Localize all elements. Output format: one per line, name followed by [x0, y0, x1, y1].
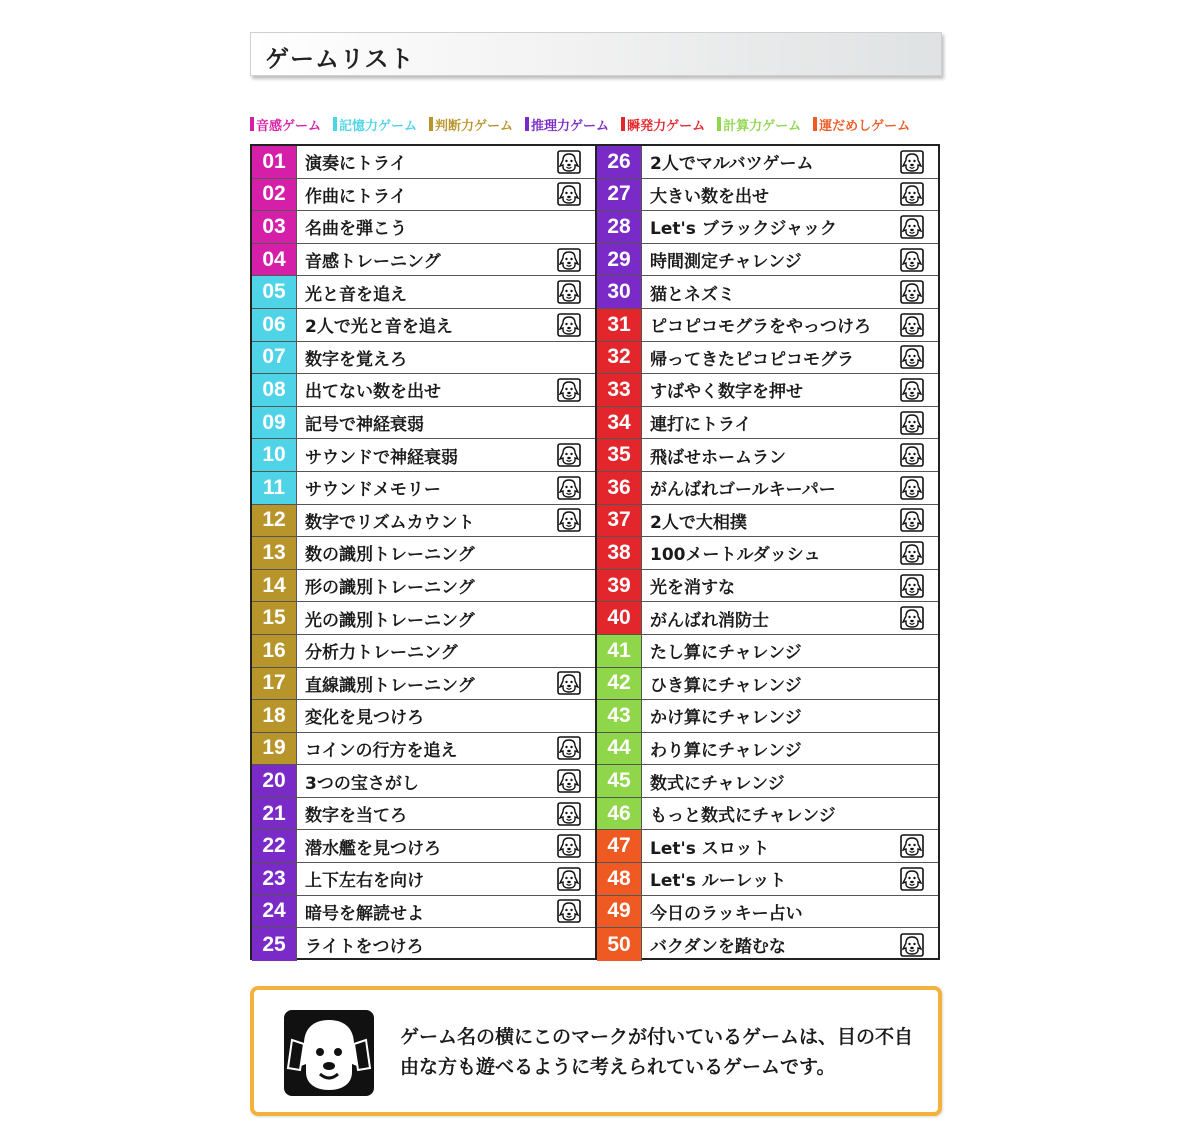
- accessibility-mark-cell: [886, 342, 938, 374]
- game-name: 2人でマルバツゲーム: [650, 154, 814, 175]
- accessibility-mark-cell: [543, 700, 595, 732]
- game-number: 34: [597, 407, 642, 439]
- accessibility-mark-cell: [886, 537, 938, 569]
- dog-face-icon: [557, 182, 581, 206]
- game-name: Let's ブラックジャック: [650, 219, 838, 240]
- game-row: [597, 733, 938, 766]
- legend-label: 運だめしゲーム: [819, 118, 911, 134]
- game-row: [252, 635, 595, 668]
- accessibility-mark-cell: [886, 733, 938, 765]
- category-legend: [250, 114, 950, 134]
- game-row: [252, 211, 595, 244]
- accessibility-mark-cell: [543, 798, 595, 830]
- game-number: 19: [252, 733, 297, 765]
- accessibility-mark-cell: [543, 570, 595, 602]
- game-name: 変化を見つけろ: [305, 708, 424, 729]
- accessibility-mark-cell: [543, 896, 595, 928]
- dog-face-icon: [557, 867, 581, 891]
- game-number: 18: [252, 700, 297, 732]
- game-row: [252, 179, 595, 212]
- accessibility-mark-cell: [543, 374, 595, 406]
- notice-text: ゲーム名の横にこのマークが付いているゲームは、目の不自由な方も遊べるように考えられているゲームです。: [400, 1026, 914, 1078]
- game-name: 名曲を弾こう: [305, 219, 407, 240]
- game-row: [597, 830, 938, 863]
- dog-face-icon: [557, 769, 581, 793]
- game-row: [252, 798, 595, 831]
- game-number: 06: [252, 309, 297, 341]
- game-number: 24: [252, 896, 297, 928]
- dog-face-icon: [900, 248, 924, 272]
- game-row: [597, 472, 938, 505]
- game-row: [252, 896, 595, 929]
- game-name: 作曲にトライ: [305, 186, 407, 207]
- accessibility-mark-cell: [543, 179, 595, 211]
- game-name: 出てない数を出せ: [305, 382, 441, 403]
- accessibility-mark-cell: [543, 733, 595, 765]
- dog-face-icon: [900, 606, 924, 630]
- accessibility-mark-cell: [886, 309, 938, 341]
- accessibility-mark-cell: [886, 830, 938, 862]
- game-list-table: [250, 144, 940, 960]
- accessibility-mark-cell: [886, 244, 938, 276]
- game-number: 12: [252, 505, 297, 537]
- game-name: すばやく数字を押せ: [650, 382, 803, 403]
- legend-label: 記憶力ゲーム: [339, 118, 418, 134]
- dog-face-icon: [557, 802, 581, 826]
- game-name: コインの行方を追え: [305, 740, 458, 761]
- accessibility-mark-cell: [886, 146, 938, 178]
- game-number: 38: [597, 537, 642, 569]
- accessibility-mark-cell: [543, 602, 595, 634]
- game-row: [252, 537, 595, 570]
- game-number: 47: [597, 830, 642, 862]
- game-number: 43: [597, 700, 642, 732]
- game-name: 帰ってきたピコピコモグラ: [650, 349, 854, 370]
- legend-swatch: [717, 117, 721, 131]
- dog-face-icon: [900, 574, 924, 598]
- game-row: [252, 928, 595, 961]
- game-number: 16: [252, 635, 297, 667]
- legend-swatch: [813, 117, 817, 131]
- legend-item: [621, 115, 705, 134]
- game-name: 2人で大相撲: [650, 512, 747, 533]
- game-row: [597, 179, 938, 212]
- game-number: 35: [597, 439, 642, 471]
- dog-face-icon: [900, 378, 924, 402]
- accessibility-mark-cell: [886, 765, 938, 797]
- game-number: 21: [252, 798, 297, 830]
- dog-face-icon: [900, 150, 924, 174]
- game-number: 33: [597, 374, 642, 406]
- accessibility-mark-cell: [886, 896, 938, 928]
- accessibility-mark-cell: [886, 928, 938, 961]
- game-number: 17: [252, 668, 297, 700]
- game-row: [252, 244, 595, 277]
- game-list-right-column: [595, 146, 938, 958]
- game-row: [597, 635, 938, 668]
- accessibility-mark-cell: [886, 570, 938, 602]
- accessibility-mark-cell: [543, 439, 595, 471]
- dog-face-icon: [557, 443, 581, 467]
- game-number: 26: [597, 146, 642, 178]
- game-name: バクダンを踏むな: [650, 937, 786, 958]
- game-number: 46: [597, 798, 642, 830]
- accessibility-mark-cell: [886, 863, 938, 895]
- accessibility-mark-cell: [543, 244, 595, 276]
- accessibility-mark-cell: [886, 505, 938, 537]
- game-list-left-column: [252, 146, 595, 958]
- legend-item: [333, 115, 417, 134]
- game-name: 猫とネズミ: [650, 284, 735, 305]
- game-number: 13: [252, 537, 297, 569]
- game-name: Let's スロット: [650, 838, 770, 859]
- accessibility-mark-cell: [543, 211, 595, 243]
- legend-swatch: [250, 117, 254, 131]
- accessibility-mark-cell: [886, 407, 938, 439]
- game-name: 直線識別トレーニング: [305, 675, 475, 696]
- game-row: [252, 602, 595, 635]
- accessibility-mark-cell: [886, 798, 938, 830]
- game-name: 2人で光と音を追え: [305, 317, 453, 338]
- accessibility-mark-cell: [543, 928, 595, 961]
- game-name: 音感トレーニング: [305, 252, 441, 273]
- game-name: もっと数式にチャレンジ: [650, 806, 836, 827]
- dog-face-icon: [557, 378, 581, 402]
- dog-face-icon: [900, 508, 924, 532]
- game-row: [597, 244, 938, 277]
- game-name: たし算にチャレンジ: [650, 643, 802, 664]
- game-name: 記号で神経衰弱: [305, 415, 424, 436]
- game-name: 大きい数を出せ: [650, 186, 769, 207]
- game-row: [252, 146, 595, 179]
- game-name: 100メートルダッシュ: [650, 545, 821, 566]
- accessibility-mark-cell: [886, 472, 938, 504]
- legend-label: 推理力ゲーム: [531, 118, 610, 134]
- game-number: 42: [597, 668, 642, 700]
- game-number: 31: [597, 309, 642, 341]
- page-title: ゲームリスト: [265, 45, 415, 73]
- game-number: 37: [597, 505, 642, 537]
- game-row: [252, 733, 595, 766]
- dog-face-icon: [557, 899, 581, 923]
- game-name: ピコピコモグラをやっつけろ: [650, 317, 871, 338]
- game-number: 25: [252, 928, 297, 961]
- game-row: [597, 537, 938, 570]
- game-name: 暗号を解読せよ: [305, 903, 424, 924]
- game-number: 11: [252, 472, 297, 504]
- dog-face-icon: [900, 834, 924, 858]
- game-row: [252, 276, 595, 309]
- dog-face-icon: [900, 411, 924, 435]
- legend-item: [717, 115, 801, 134]
- game-row: [597, 439, 938, 472]
- game-row: [252, 472, 595, 505]
- dog-face-icon: [900, 215, 924, 239]
- game-name: 数字でリズムカウント: [305, 512, 475, 533]
- game-number: 40: [597, 602, 642, 634]
- dog-face-icon: [900, 313, 924, 337]
- accessibility-mark-cell: [543, 472, 595, 504]
- legend-item: [250, 115, 321, 134]
- dog-face-icon: [900, 541, 924, 565]
- game-name: ライトをつけろ: [305, 937, 424, 958]
- accessibility-mark-cell: [543, 505, 595, 537]
- accessibility-mark-cell: [886, 602, 938, 634]
- title-bar: [250, 32, 942, 76]
- game-number: 22: [252, 830, 297, 862]
- game-name: 今日のラッキー占い: [650, 903, 803, 924]
- game-row: [252, 342, 595, 375]
- game-row: [597, 211, 938, 244]
- game-number: 29: [597, 244, 642, 276]
- accessibility-mark-cell: [543, 830, 595, 862]
- legend-label: 瞬発力ゲーム: [627, 118, 706, 134]
- legend-label: 計算力ゲーム: [723, 118, 802, 134]
- accessibility-mark-cell: [543, 407, 595, 439]
- game-name: 演奏にトライ: [305, 154, 407, 175]
- accessibility-mark-cell: [886, 179, 938, 211]
- game-number: 05: [252, 276, 297, 308]
- game-number: 49: [597, 896, 642, 928]
- game-number: 04: [252, 244, 297, 276]
- game-row: [597, 928, 938, 961]
- dog-face-icon: [284, 1010, 374, 1096]
- dog-face-icon: [557, 834, 581, 858]
- game-name: がんばれ消防士: [650, 610, 769, 631]
- accessibility-mark-cell: [543, 342, 595, 374]
- game-name: がんばれゴールキーパー: [650, 480, 836, 501]
- dog-face-icon: [557, 508, 581, 532]
- accessibility-mark-cell: [886, 276, 938, 308]
- game-row: [597, 570, 938, 603]
- accessibility-mark-cell: [543, 309, 595, 341]
- game-name: 飛ばせホームラン: [650, 447, 786, 468]
- dog-face-icon: [900, 182, 924, 206]
- game-name: 数の識別トレーニング: [305, 545, 475, 566]
- game-row: [597, 896, 938, 929]
- accessibility-mark-cell: [543, 276, 595, 308]
- legend-item: [525, 115, 609, 134]
- accessibility-mark-cell: [886, 668, 938, 700]
- game-row: [597, 276, 938, 309]
- dog-face-icon: [900, 345, 924, 369]
- game-number: 41: [597, 635, 642, 667]
- game-row: [252, 700, 595, 733]
- accessibility-notice: [250, 986, 942, 1116]
- game-number: 01: [252, 146, 297, 178]
- accessibility-mark-cell: [543, 635, 595, 667]
- game-row: [252, 570, 595, 603]
- dog-face-icon: [900, 867, 924, 891]
- dog-face-icon: [557, 150, 581, 174]
- dog-face-icon: [557, 671, 581, 695]
- accessibility-mark-cell: [886, 439, 938, 471]
- game-row: [597, 309, 938, 342]
- game-name: 光の識別トレーニング: [305, 610, 475, 631]
- game-name: ひき算にチャレンジ: [650, 675, 802, 696]
- game-number: 15: [252, 602, 297, 634]
- game-number: 32: [597, 342, 642, 374]
- game-name: サウンドで神経衰弱: [305, 447, 458, 468]
- legend-label: 判断力ゲーム: [435, 118, 514, 134]
- game-number: 50: [597, 928, 642, 961]
- legend-item: [813, 115, 910, 134]
- game-name: 数式にチャレンジ: [650, 773, 785, 794]
- game-name: 形の識別トレーニング: [305, 578, 475, 599]
- game-row: [597, 505, 938, 538]
- game-row: [597, 407, 938, 440]
- legend-swatch: [621, 117, 625, 131]
- game-number: 14: [252, 570, 297, 602]
- game-name: 光を消すな: [650, 578, 735, 599]
- game-number: 09: [252, 407, 297, 439]
- game-row: [597, 602, 938, 635]
- dog-face-icon: [900, 280, 924, 304]
- game-row: [597, 765, 938, 798]
- legend-label: 音感ゲーム: [256, 118, 322, 134]
- game-name: わり算にチャレンジ: [650, 740, 802, 761]
- game-row: [252, 505, 595, 538]
- game-row: [597, 146, 938, 179]
- accessibility-mark-cell: [543, 668, 595, 700]
- game-name: サウンドメモリー: [305, 480, 441, 501]
- game-row: [252, 765, 595, 798]
- game-row: [597, 700, 938, 733]
- game-row: [252, 309, 595, 342]
- dog-face-icon: [557, 313, 581, 337]
- game-name: 潜水艦を見つけろ: [305, 838, 441, 859]
- game-number: 45: [597, 765, 642, 797]
- game-name: 時間測定チャレンジ: [650, 252, 802, 273]
- accessibility-mark-cell: [543, 765, 595, 797]
- game-number: 39: [597, 570, 642, 602]
- game-row: [597, 374, 938, 407]
- game-name: 連打にトライ: [650, 415, 752, 436]
- legend-swatch: [525, 117, 529, 131]
- legend-swatch: [429, 117, 433, 131]
- accessibility-mark-cell: [886, 211, 938, 243]
- dog-face-icon: [557, 736, 581, 760]
- game-number: 07: [252, 342, 297, 374]
- game-row: [597, 342, 938, 375]
- game-row: [252, 439, 595, 472]
- dog-face-icon: [557, 280, 581, 304]
- game-row: [252, 668, 595, 701]
- game-number: 02: [252, 179, 297, 211]
- game-name: 3つの宝さがし: [305, 773, 419, 794]
- dog-face-icon: [900, 443, 924, 467]
- game-name: 分析力トレーニング: [305, 643, 458, 664]
- game-name: 光と音を追え: [305, 284, 407, 305]
- game-number: 03: [252, 211, 297, 243]
- game-number: 10: [252, 439, 297, 471]
- game-number: 20: [252, 765, 297, 797]
- game-number: 08: [252, 374, 297, 406]
- dog-face-icon: [557, 476, 581, 500]
- game-row: [597, 668, 938, 701]
- game-name: 上下左右を向け: [305, 871, 424, 892]
- game-number: 30: [597, 276, 642, 308]
- game-number: 28: [597, 211, 642, 243]
- dog-face-icon: [557, 248, 581, 272]
- game-row: [597, 863, 938, 896]
- game-name: 数字を当てろ: [305, 806, 407, 827]
- accessibility-mark-cell: [886, 700, 938, 732]
- legend-item: [429, 115, 513, 134]
- dog-face-icon: [900, 933, 924, 957]
- game-number: 44: [597, 733, 642, 765]
- game-row: [252, 374, 595, 407]
- game-name: 数字を覚えろ: [305, 349, 407, 370]
- game-row: [252, 830, 595, 863]
- game-row: [252, 863, 595, 896]
- accessibility-mark-cell: [543, 537, 595, 569]
- game-number: 36: [597, 472, 642, 504]
- accessibility-mark-cell: [543, 146, 595, 178]
- game-number: 48: [597, 863, 642, 895]
- game-name: かけ算にチャレンジ: [650, 708, 802, 729]
- game-number: 27: [597, 179, 642, 211]
- accessibility-mark-cell: [886, 635, 938, 667]
- game-row: [597, 798, 938, 831]
- accessibility-mark-cell: [886, 374, 938, 406]
- game-number: 23: [252, 863, 297, 895]
- game-row: [252, 407, 595, 440]
- dog-face-icon: [900, 476, 924, 500]
- game-name: Let's ルーレット: [650, 871, 787, 892]
- accessibility-mark-cell: [543, 863, 595, 895]
- legend-swatch: [333, 117, 337, 131]
